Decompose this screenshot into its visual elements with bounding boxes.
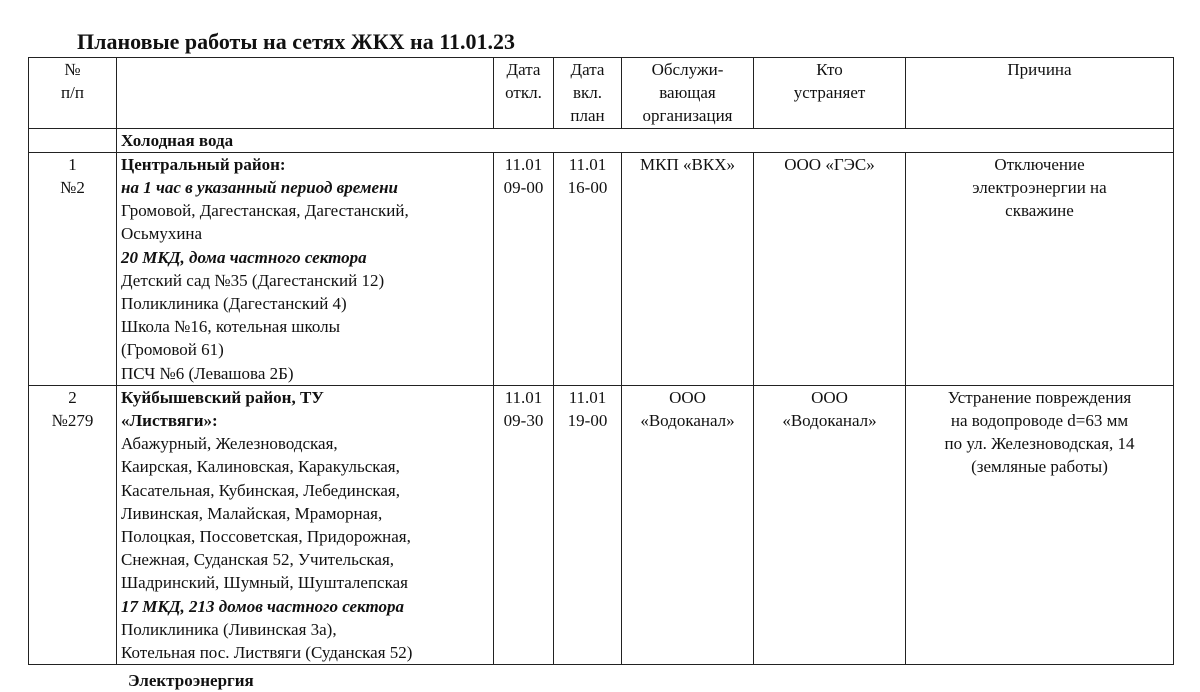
row-who: ООО «ГЭС» (754, 152, 906, 385)
row-date-off: 11.01 09-30 (494, 385, 554, 664)
next-section-partial: Электроэнергия (128, 671, 254, 690)
row-org: ООО «Водоканал» (622, 385, 754, 664)
row-who: ООО «Водоканал» (754, 385, 906, 664)
row-num: 2 №279 (29, 385, 117, 664)
schedule-table (28, 57, 1174, 665)
row-desc: Центральный район: на 1 час в указанный период времени Громовой, Дагестанская, Дагестанский, Осьмухина 20 МКД, дома частного сектора Детский сад №35 (Дагестанский 12) Поликлиника (Дагестанский 4) Школа №16, котельная школы (Громовой 61) ПСЧ №6 (Левашова 2Б) (117, 152, 494, 385)
header-desc (117, 58, 494, 129)
row-num: 1 №2 (29, 152, 117, 385)
row-date-off: 11.01 09-00 (494, 152, 554, 385)
header-num: № п/п (29, 58, 117, 129)
header-date-on: Дата вкл. план (554, 58, 622, 129)
header-date-off: Дата откл. (494, 58, 554, 129)
header-reason: Причина (906, 58, 1174, 129)
row-date-on: 11.01 16-00 (554, 152, 622, 385)
section-title: Холодная вода (117, 128, 1174, 152)
header-org: Обслужи- вающая организация (622, 58, 754, 129)
row-desc: Куйбышевский район, ТУ «Листвяги»: Абажурный, Железноводская, Каирская, Калиновская, Каракульская, Касательная, Кубинская, Лебединская, Ливинская, Малайская, Мраморная, Полоцкая, Поссоветская, Придорожная, Снежная, Суданская 52, Учительская, Шадринский, Шумный, Шушталепская 17 МКД, 213 домов частного сектора Поликлиника (Ливинская 3а), Котельная пос. Листвяги (Суданская 52) (117, 385, 494, 664)
header-row (29, 58, 1174, 129)
row-reason: Отключение электроэнергии на скважине (906, 152, 1174, 385)
row-date-on: 11.01 19-00 (554, 385, 622, 664)
page-title: Плановые работы на сетях ЖКХ на 11.01.23 (77, 29, 515, 54)
header-who: Кто устраняет (754, 58, 906, 129)
section-row (29, 128, 1174, 152)
table-row (29, 385, 1174, 664)
row-reason: Устранение повреждения на водопроводе d=63 мм по ул. Железноводская, 14 (земляные работы) (906, 385, 1174, 664)
table-row (29, 152, 1174, 385)
row-org: МКП «ВКХ» (622, 152, 754, 385)
